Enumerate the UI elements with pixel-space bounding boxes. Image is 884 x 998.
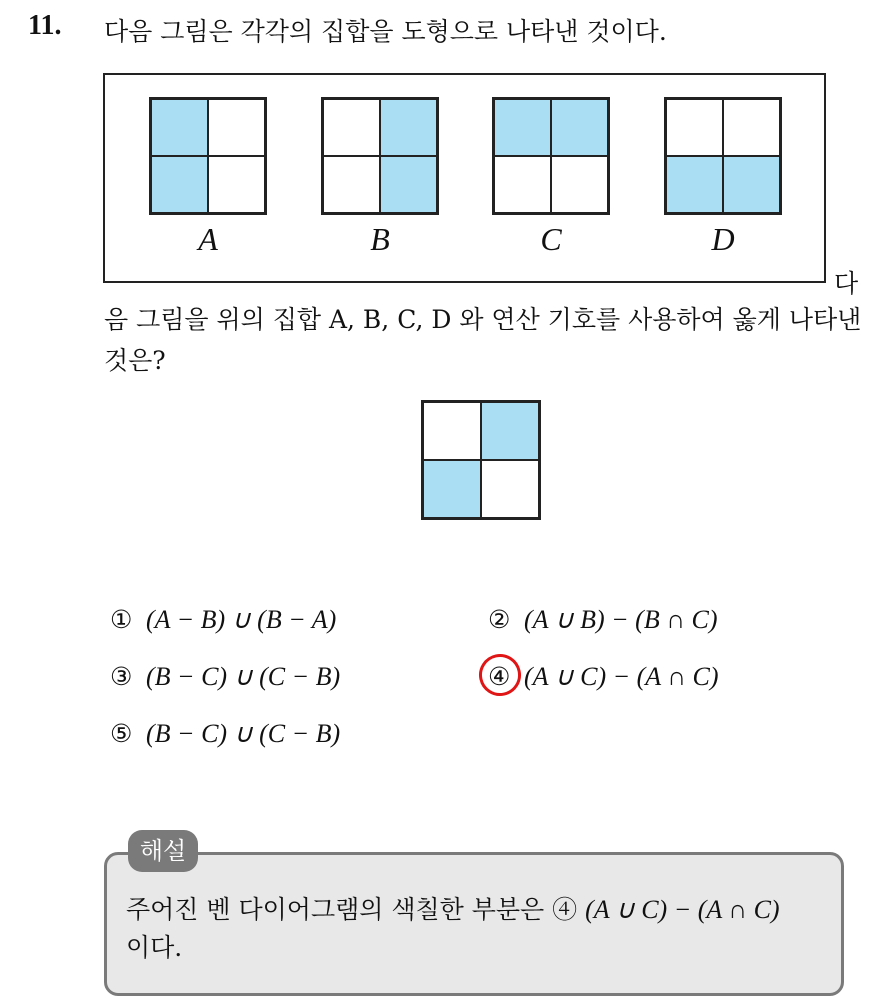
option-4[interactable] [488,662,719,692]
option-expression: (A ∪ B) − (B ∩ C) [524,605,718,634]
set-cell [323,156,380,213]
answer-circle-mark [475,650,525,700]
set-c-label: C [540,221,562,257]
set-cell [494,99,551,156]
set-cell [380,99,437,156]
question-text-line3: 것은? [104,346,166,375]
set-d-grid [664,97,782,215]
solution-text: 주어진 벤 다이어그램의 색칠한 부분은 ④ [126,895,578,924]
sets-figure-box [103,73,826,283]
option-number: ② [488,605,511,634]
question-text-line1: 다음 그림은 각각의 집합을 도형으로 나타낸 것이다. [104,17,667,46]
option-expression: (B − C) ∪ (C − B) [146,662,341,691]
solution-text-line1 [126,890,780,926]
set-a-grid [149,97,267,215]
set-cell [208,99,265,156]
set-d-figure [664,97,782,258]
target-cell [423,460,481,518]
set-b-grid [321,97,439,215]
option-number: ⑤ [110,719,133,748]
question-trailing-char: 다 [834,269,859,298]
set-cell [666,156,723,213]
option-5[interactable] [110,719,340,749]
option-number: ③ [110,662,133,691]
solution-tag: 해설 [128,830,198,872]
option-1[interactable] [110,605,336,635]
question-number: 11. [28,10,62,41]
target-cell [481,460,539,518]
set-c-grid [492,97,610,215]
set-cell [323,99,380,156]
option-3[interactable] [110,662,340,692]
set-cell [723,156,780,213]
set-cell [551,99,608,156]
set-cell [151,156,208,213]
option-number: ④ [488,662,511,691]
set-d-label: D [711,221,735,257]
set-cell [151,99,208,156]
set-c-figure [492,97,610,258]
set-b-label: B [370,221,390,257]
set-cell [551,156,608,213]
target-cell [481,402,539,460]
option-expression: (B − C) ∪ (C − B) [146,719,341,748]
target-cell [423,402,481,460]
set-cell [666,99,723,156]
solution-text-line2: 이다. [126,933,183,962]
question-text-line2: 음 그림을 위의 집합 A, B, C, D 와 연산 기호를 사용하여 옳게 나타낸 [104,305,862,334]
set-b-figure [321,97,439,258]
set-cell [380,156,437,213]
set-a-figure [149,97,267,258]
option-expression: (A − B) ∪ (B − A) [146,605,337,634]
set-cell [208,156,265,213]
option-number: ① [110,605,133,634]
target-figure [421,400,541,520]
option-2[interactable] [488,605,718,635]
set-cell [494,156,551,213]
option-expression: (A ∪ C) − (A ∩ C) [524,662,719,691]
set-cell [723,99,780,156]
solution-expression: (A ∪ C) − (A ∩ C) [585,895,780,924]
set-a-label: A [198,221,218,257]
